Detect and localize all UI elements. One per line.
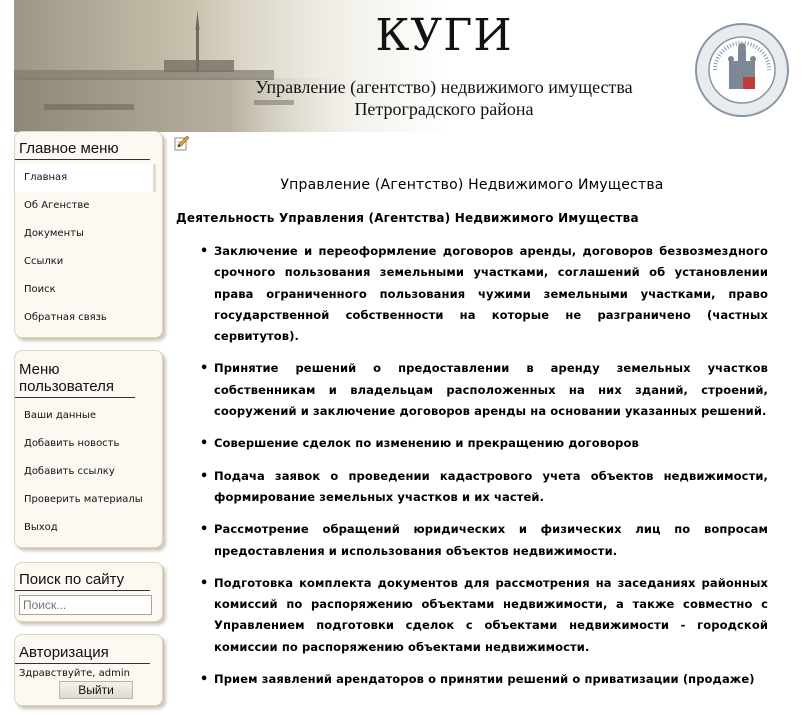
- list-item: • Совершение сделок по изменению и прекращению договоров: [176, 433, 768, 454]
- menu-item-links[interactable]: Ссылки: [24, 256, 64, 267]
- page-title: Управление (Агентство) Недвижимого Имущества: [280, 177, 664, 193]
- menu-item-documents[interactable]: Документы: [24, 228, 84, 239]
- site-search-module: [14, 562, 163, 622]
- list-item: • Прием заявлений арендаторов о принятии решений о приватизации (продаже): [176, 669, 768, 690]
- menu-item-feedback[interactable]: Обратная связь: [24, 312, 107, 323]
- duties-list: [176, 241, 768, 690]
- list-item: • Рассмотрение обращений юридических и физических лиц по вопросам предоставления и использования объектов недвижимости.: [176, 519, 768, 562]
- site-subtitle: [229, 76, 659, 120]
- auth-greeting: Здравствуйте, admin: [19, 668, 130, 679]
- menu-item-about[interactable]: Об Агенстве: [24, 200, 90, 211]
- list-item: • Заключение и переоформление договоров аренды, договоров безвозмездного срочного пользования земельными участками, соглашений об установлении права ограниченного пользования чужими земельными участками, право государственной собственности на которые не разграничено (частных сервитутов).: [176, 241, 768, 347]
- menu-item-home[interactable]: Главная: [15, 164, 156, 192]
- site-header: [14, 0, 809, 132]
- edit-pencil-icon[interactable]: [174, 135, 190, 151]
- list-item: • Подготовка комплекта документов для рассмотрения на заседаниях районных комиссий по распоряжению объектами недвижимости, а также совместно с Управлением подготовки сделок с объектами недвижимости - городской комиссии по распоряжению объектами недвижимости.: [176, 573, 768, 658]
- auth-module: [14, 634, 163, 706]
- main-menu-title: Главное меню: [15, 140, 150, 160]
- user-menu: [14, 350, 163, 548]
- user-menu-title: Меню пользователя: [15, 361, 135, 398]
- list-item: • Подача заявок о проведении кадастрового учета объектов недвижимости, формирование земельных участков и их частей.: [176, 466, 768, 509]
- user-menu-item-add-link[interactable]: Добавить ссылку: [24, 466, 115, 477]
- site-subtitle-line1: Управление (агентство) недвижимого имущества: [255, 77, 633, 97]
- main-content: [176, 160, 768, 701]
- user-menu-item-logout[interactable]: Выход: [24, 522, 58, 533]
- site-search-title: Поиск по сайту: [15, 571, 150, 591]
- user-menu-item-add-news[interactable]: Добавить новость: [24, 438, 120, 449]
- user-menu-item-check-content[interactable]: Проверить материалы: [24, 494, 143, 505]
- auth-title: Авторизация: [15, 644, 150, 664]
- user-menu-item-profile[interactable]: Ваши данные: [24, 410, 96, 421]
- section-title: Деятельность Управления (Агентства) Недвижимого Имущества: [176, 211, 639, 225]
- committee-seal-emblem: [695, 23, 789, 117]
- site-subtitle-line2: Петроградского района: [354, 99, 534, 119]
- logout-button[interactable]: Выйти: [59, 681, 133, 699]
- site-title: КУГИ: [375, 10, 513, 61]
- menu-item-search[interactable]: Поиск: [24, 284, 56, 295]
- list-item: • Принятие решений о предоставлении в аренду земельных участков собственникам и владельцам расположенных на них зданий, строений, сооружений и заключение договоров аренды на основании указанных решений.: [176, 358, 768, 422]
- site-search-input[interactable]: [19, 595, 152, 615]
- main-menu: [14, 131, 163, 338]
